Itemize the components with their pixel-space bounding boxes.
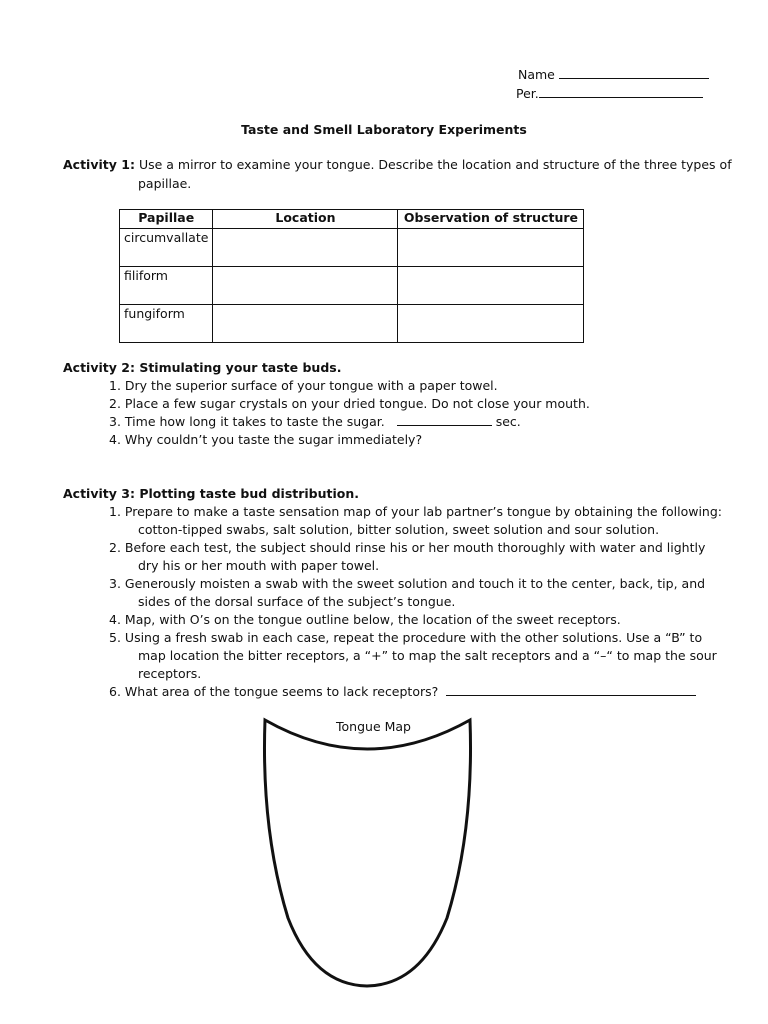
item-text: Prepare to make a taste sensation map of your lab partner’s tongue by obtaining the following: — [124, 504, 722, 519]
item-number: 2. — [109, 540, 121, 555]
item-number: 1. — [109, 378, 121, 393]
item-number: 3. — [109, 414, 121, 429]
time-unit: sec. — [495, 414, 521, 429]
item-text: What area of the tongue seems to lack receptors? — [124, 684, 439, 699]
item-text-cont: map location the bitter receptors, a “+” to map the salt receptors and a “–“ to map the sour — [138, 648, 717, 663]
item-number: 4. — [109, 432, 121, 447]
item-text: Generously moisten a swab with the sweet solution and touch it to the center, back, tip, and — [124, 576, 706, 591]
name-label: Name — [518, 67, 555, 82]
item-text-cont: receptors. — [138, 666, 202, 681]
item-text: Using a fresh swab in each case, repeat the procedure with the other solutions. Use a “B” to — [124, 630, 703, 645]
table-header-location: Location — [213, 210, 398, 229]
tongue-map-label: Tongue Map — [336, 719, 411, 734]
activity2-label: Activity 2: — [63, 360, 135, 375]
item-number: 3. — [109, 576, 121, 591]
item-text: Time how long it takes to taste the sugar. — [124, 414, 385, 429]
activity3-label: Activity 3: — [63, 486, 135, 501]
item-number: 1. — [109, 504, 121, 519]
table-header-observation: Observation of structure — [398, 210, 584, 229]
page-title: Taste and Smell Laboratory Experiments — [241, 122, 527, 137]
item-text: Dry the superior surface of your tongue with a paper towel. — [124, 378, 498, 393]
item-text: Place a few sugar crystals on your dried tongue. Do not close your mouth. — [124, 396, 590, 411]
activity1-text: Use a mirror to examine your tongue. Describe the location and structure of the three types of — [138, 157, 732, 172]
item-text-cont: dry his or her mouth with paper towel. — [138, 558, 380, 573]
papillae-name: filiform — [120, 267, 213, 305]
activity2-title: Stimulating your taste buds. — [139, 360, 342, 375]
tongue-shape — [264, 720, 470, 986]
item-number: 4. — [109, 612, 121, 627]
activity1-label: Activity 1: — [63, 157, 135, 172]
item-number: 5. — [109, 630, 121, 645]
activity3-title: Plotting taste bud distribution. — [139, 486, 360, 501]
item-number: 6. — [109, 684, 121, 699]
activity1-text-cont: papillae. — [138, 176, 192, 191]
item-text: Map, with O’s on the tongue outline below, the location of the sweet receptors. — [124, 612, 621, 627]
item-text: Before each test, the subject should rinse his or her mouth thoroughly with water and lightly — [124, 540, 706, 555]
item-text: Why couldn’t you taste the sugar immediately? — [124, 432, 423, 447]
item-text-cont: sides of the dorsal surface of the subject’s tongue. — [138, 594, 456, 609]
papillae-name: circumvallate — [120, 229, 213, 267]
papillae-name: fungiform — [120, 305, 213, 343]
item-text-cont: cotton-tipped swabs, salt solution, bitter solution, sweet solution and sour solution. — [138, 522, 660, 537]
table-header-papillae: Papillae — [120, 210, 213, 229]
period-label: Per. — [516, 86, 539, 101]
item-number: 2. — [109, 396, 121, 411]
